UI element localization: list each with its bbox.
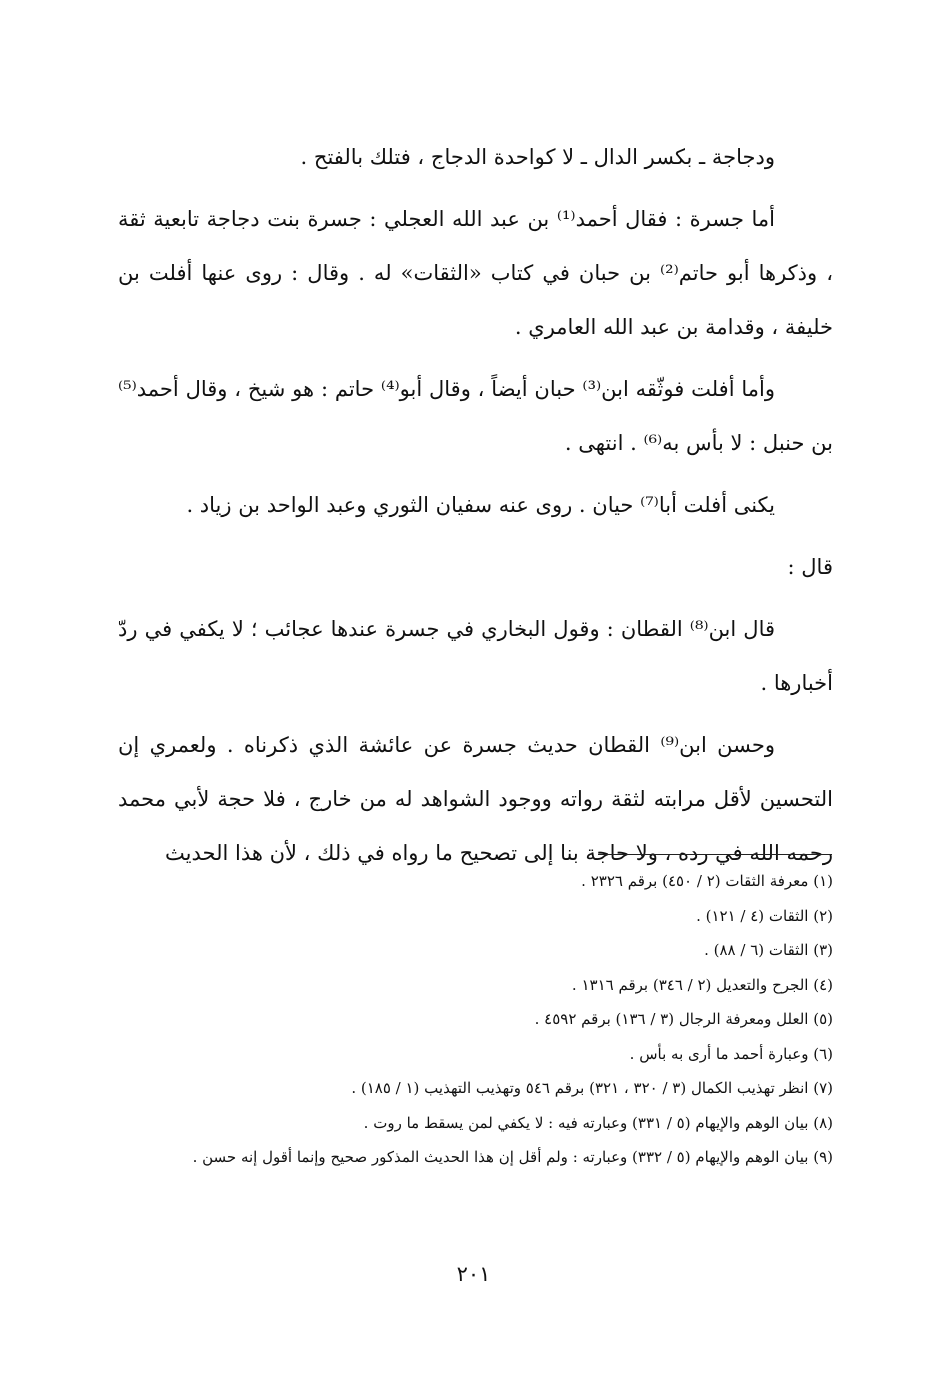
footnote-9: (٩) بيان الوهم والإيهام (٥ / ٣٣٢) وعبارته : ولم أقل إن هذا الحديث المذكور صحيح وإنما أقول إنه حسن . <box>192 1148 833 1166</box>
paragraph-2: أما جسرة : فقال أحمد⁽¹⁾ بن عبد الله العجلي : جسرة بنت دجاجة تابعية ثقة ، وذكرها أبو حاتم⁽²⁾ بن حبان في كتاب «الثقات» له . وقال : روى عنها أفلت بن خليفة ، وقدامة بن عبد الله العامري . <box>118 207 833 339</box>
paragraph-4: يكنى أفلت أبا⁽⁷⁾ حيان . روى عنه سفيان الثوري وعبد الواحد بن زياد . <box>186 493 775 517</box>
paragraph-1: ودجاجة ـ بكسر الدال ـ لا كواحدة الدجاج ، فتلك بالفتح . <box>300 145 775 169</box>
page-number: ٢٠١ <box>456 1262 491 1286</box>
footnote-2: (٢) الثقات (٤ / ١٢١) . <box>696 906 833 925</box>
main-text-body <box>118 130 833 888</box>
paragraph-3: وأما أفلت فوثّقه ابن⁽³⁾ حبان أيضاً ، وقال أبو⁽⁴⁾ حاتم : هو شيخ ، وقال أحمد⁽⁵⁾ بن حنبل : لا بأس به⁽⁶⁾ . انتهى . <box>118 377 833 455</box>
footnote-divider <box>598 854 832 855</box>
footnote-7: (٧) انظر تهذيب الكمال (٣ / ٣٢٠ ، ٣٢١) برقم ٥٤٦ وتهذيب التهذيب (١ / ١٨٥) . <box>351 1079 833 1097</box>
paragraph-6: قال ابن⁽⁸⁾ القطان : وقول البخاري في جسرة عندها عجائب ؛ لا يكفي في ردّ أخبارها . <box>118 617 833 695</box>
footnote-5: (٥) العلل ومعرفة الرجال (٣ / ١٣٦) برقم ٤٥٩٢ . <box>534 1010 833 1028</box>
paragraph-7: وحسن ابن⁽⁹⁾ القطان حديث جسرة عن عائشة الذي ذكرناه . ولعمري إن التحسين لأقل مرابته لثقة رواته ووجود الشواهد له من خارج ، فلا حجة لأبي محمد رحمه الله في رده ، ولا حاجة بنا إلى تصحيح ما رواه في ذلك ، لأن هذا الحديث <box>118 733 833 865</box>
footnote-4: (٤) الجرح والتعديل (٢ / ٣٤٦) برقم ١٣١٦ . <box>571 975 833 994</box>
footnotes-list <box>118 864 833 1175</box>
footnote-1: (١) معرفة الثقات (٢ / ٤٥٠) برقم ٢٣٢٦ . <box>581 872 833 890</box>
paragraph-5: قال : <box>787 555 833 579</box>
footnote-6: (٦) وعبارة أحمد ما أرى به بأس . <box>629 1044 833 1063</box>
footnote-8: (٨) بيان الوهم والإيهام (٥ / ٣٣١) وعبارته فيه : لا يكفي لمن يسقط ما روت . <box>363 1113 833 1132</box>
footnote-3: (٣) الثقات (٦ / ٨٨) . <box>704 941 833 959</box>
